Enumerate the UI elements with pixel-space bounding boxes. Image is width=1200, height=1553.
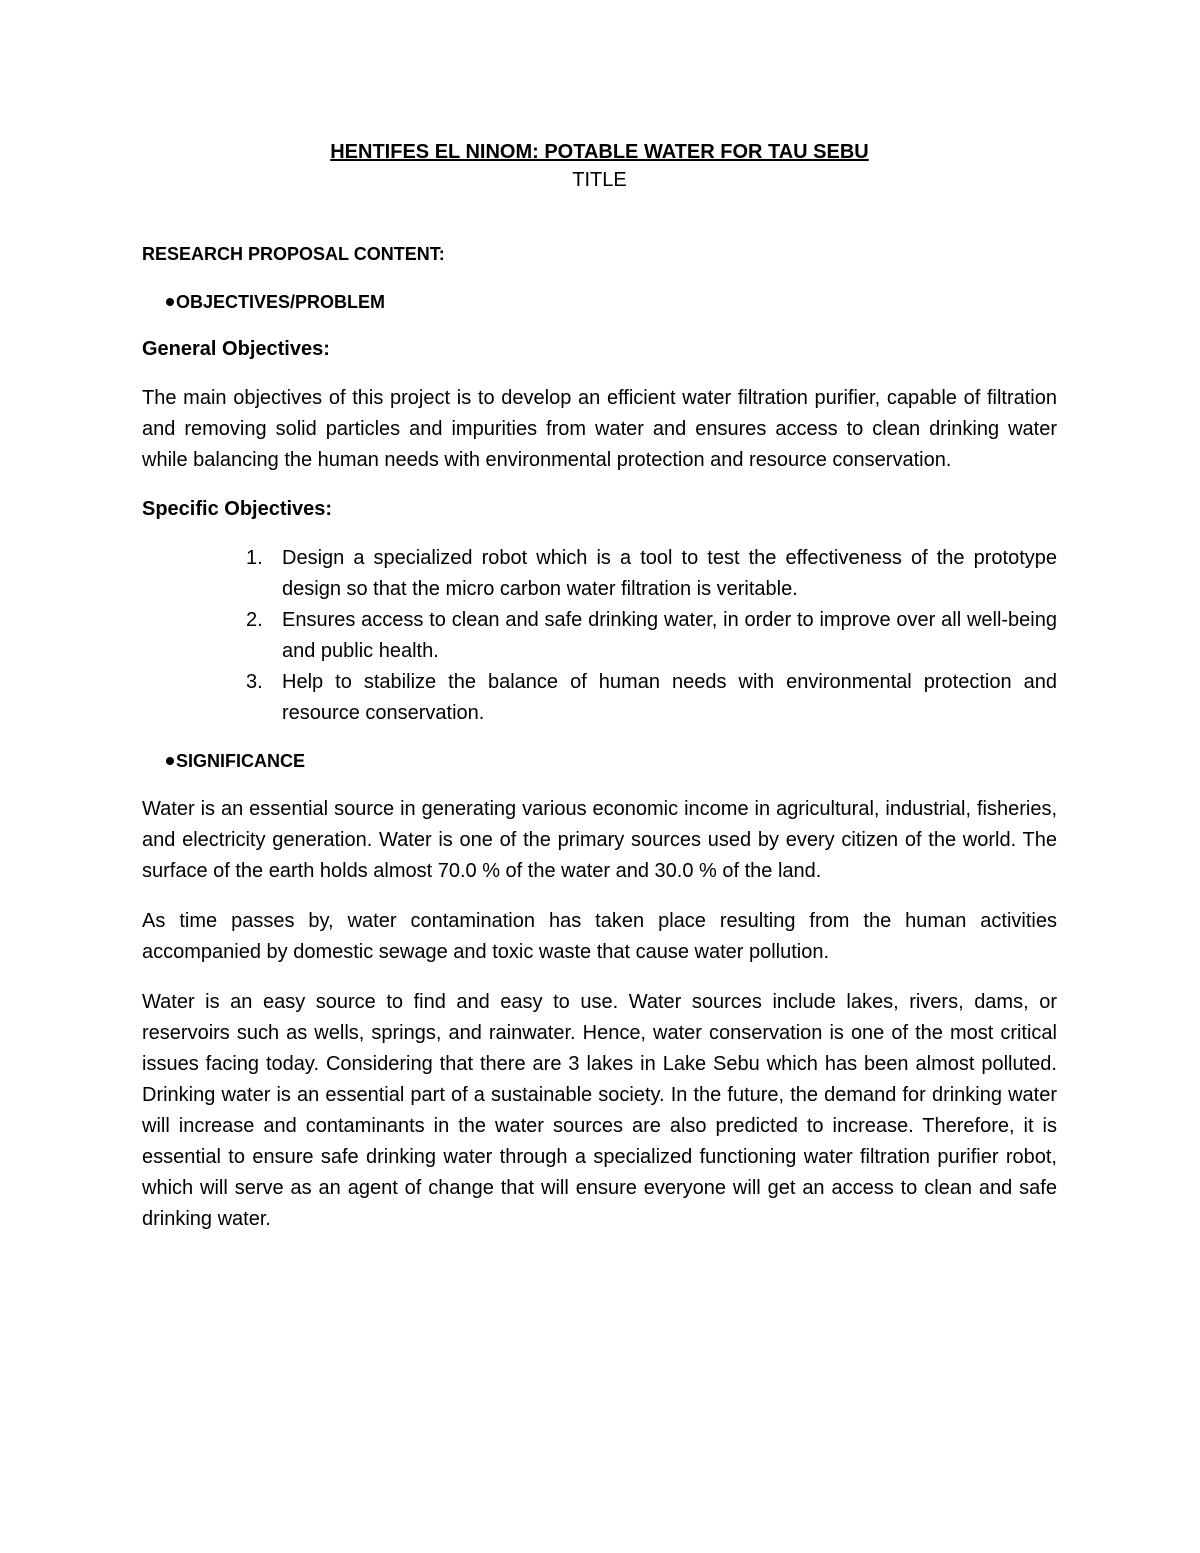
- list-item-number: 1.: [246, 547, 263, 569]
- general-objectives-text: The main objectives of this project is to develop an efficient water filtration purifier, capable of filtration and removing solid particles and impurities from water and ensures access to clean drinking water while balancing the human needs with environmental protection and resource conservation.: [142, 387, 1057, 471]
- bullet-icon: [166, 757, 174, 765]
- bullet-icon: [166, 298, 174, 306]
- list-item: [142, 667, 1057, 729]
- list-item-number: 2.: [246, 609, 263, 631]
- document-subtitle: TITLE: [572, 169, 627, 191]
- list-item-text: Help to stabilize the balance of human needs with environmental protection and resource conservation.: [282, 671, 1057, 724]
- specific-objectives-heading: Specific Objectives:: [142, 498, 333, 520]
- list-item-number: 3.: [246, 671, 263, 693]
- significance-section-heading: [166, 748, 1057, 774]
- document-title: HENTIFES EL NINOM: POTABLE WATER FOR TAU SEBU: [330, 141, 869, 163]
- list-item-text: Design a specialized robot which is a tool to test the effectiveness of the prototype design so that the micro carbon water filtration is veritable.: [282, 547, 1057, 600]
- significance-paragraph: Water is an easy source to find and easy to use. Water sources include lakes, rivers, dams, or reservoirs such as wells, springs, and rainwater. Hence, water conservation is one of the most critical issues facing today. Considering that there are 3 lakes in Lake Sebu which has been almost polluted. Drinking water is an essential part of a sustainable society. In the future, the demand for drinking water will increase and contaminants in the water sources are also predicted to increase. Therefore, it is essential to ensure safe drinking water through a specialized functioning water filtration purifier robot, which will serve as an agent of change that will ensure everyone will get an access to clean and safe drinking water.: [142, 991, 1057, 1230]
- list-item-text: Ensures access to clean and safe drinking water, in order to improve over all well-being and public health.: [282, 609, 1057, 662]
- specific-objectives-list: [142, 543, 1057, 729]
- significance-paragraph: Water is an essential source in generating various economic income in agricultural, industrial, fisheries, and electricity generation. Water is one of the primary sources used by every citizen of the world. The surface of the earth holds almost 70.0 % of the water and 30.0 % of the land.: [142, 798, 1057, 882]
- document-page: [142, 138, 1057, 1254]
- significance-paragraph: As time passes by, water contamination has taken place resulting from the human activities accompanied by domestic sewage and toxic waste that cause water pollution.: [142, 910, 1057, 963]
- objectives-heading-text: OBJECTIVES/PROBLEM: [176, 292, 386, 312]
- general-objectives-heading: General Objectives:: [142, 338, 330, 360]
- list-item: [142, 543, 1057, 605]
- objectives-section-heading: [166, 289, 1057, 315]
- list-item: [142, 605, 1057, 667]
- significance-heading-text: SIGNIFICANCE: [176, 751, 306, 771]
- content-label: RESEARCH PROPOSAL CONTENT:: [142, 244, 445, 264]
